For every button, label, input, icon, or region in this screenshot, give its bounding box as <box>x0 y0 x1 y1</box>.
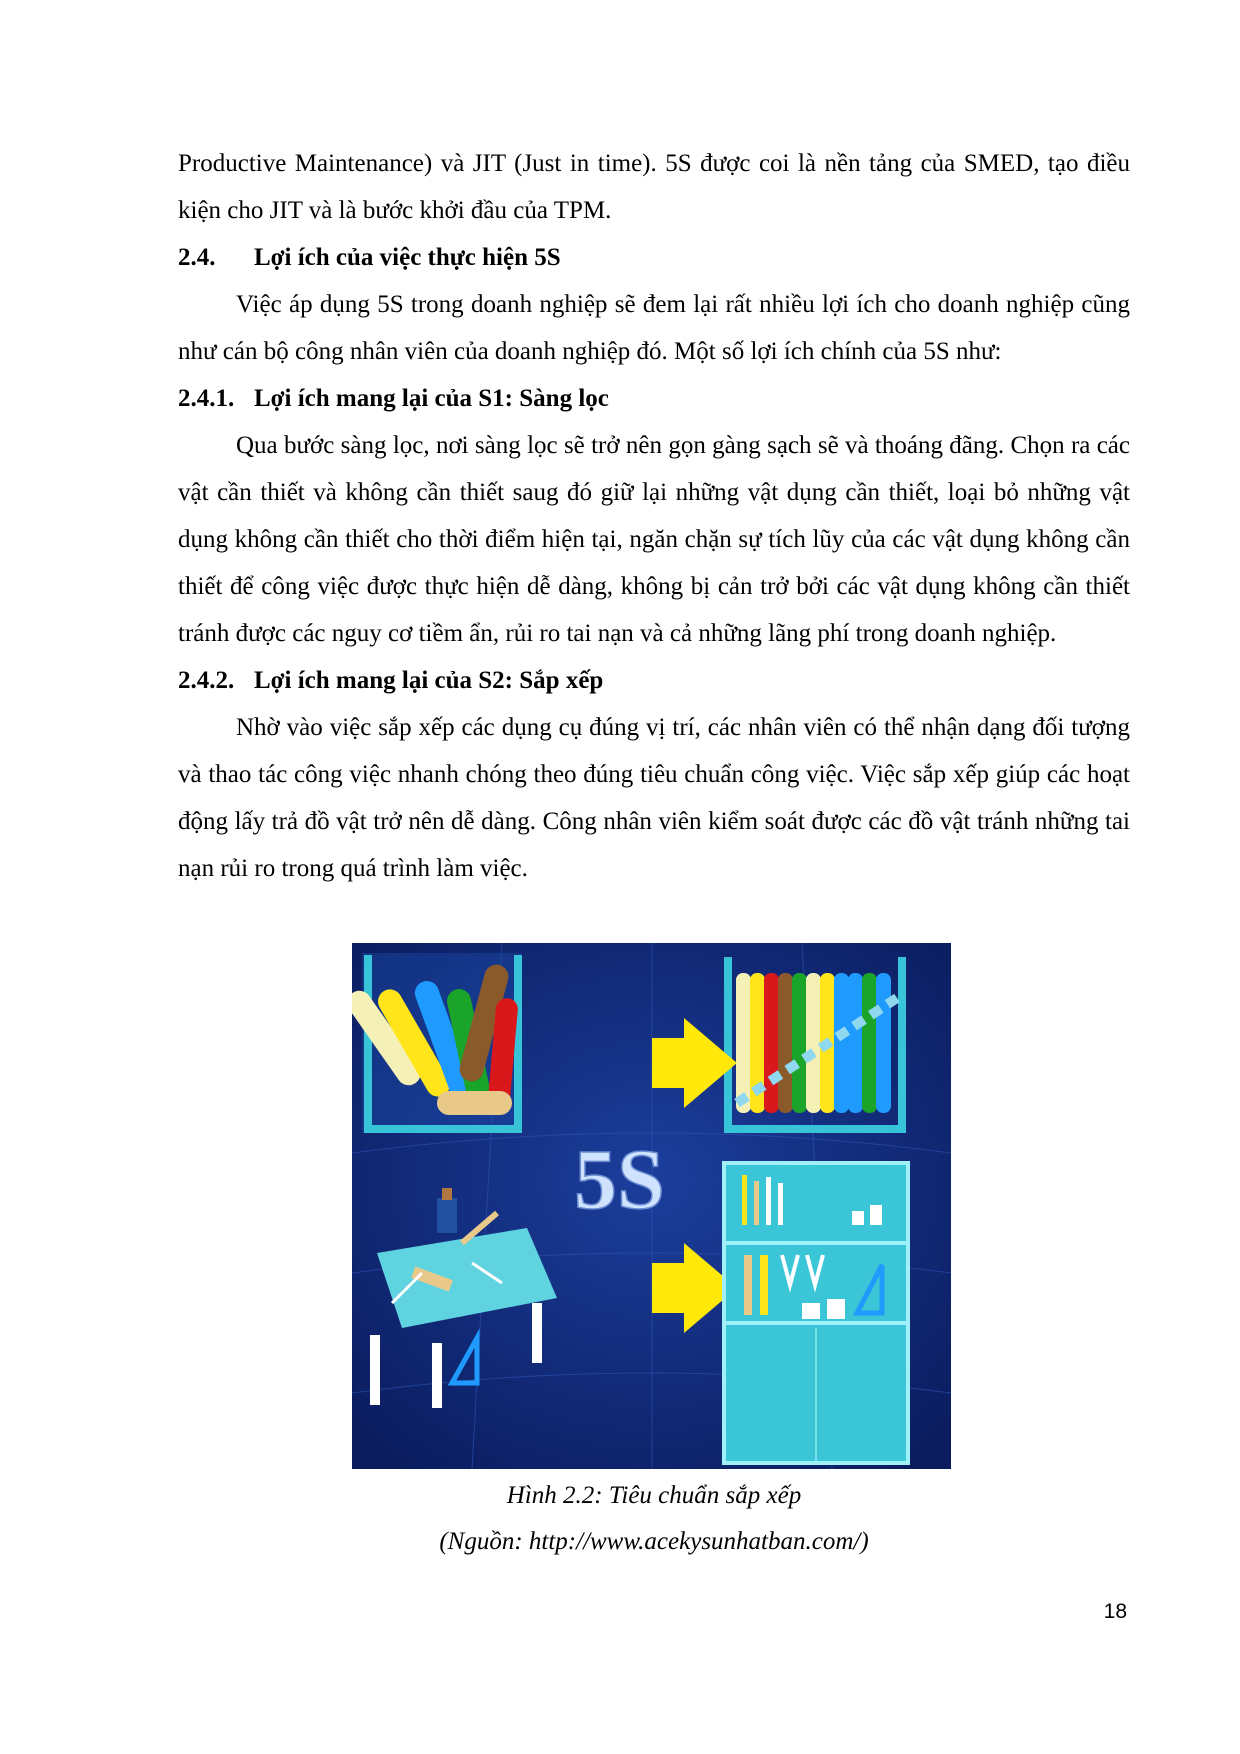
heading-title: Lợi ích mang lại của S2: Sắp xếp <box>254 667 604 694</box>
page-number: 18 <box>1103 1600 1127 1623</box>
paragraph-2-4-1: Qua bước sàng lọc, nơi sàng lọc sẽ trở nên gọn gàng sạch sẽ và thoáng đãng. Chọn ra các vật cần thiết và không cần thiết saug đó giữ lại những vật dụng cần thiết, loại bỏ những vật dụng không cần thiết cho thời điểm hiện tại, ngăn chặn sự tích lũy của các vật dụng không cần thiết để công việc được thực hiện dễ dàng, không bị cản trở bởi các vật dụng không cần thiết tránh được các nguy cơ tiềm ẩn, rủi ro tai nạn và cả những lãng phí trong doanh nghiệp. <box>178 432 1130 647</box>
page-body <box>178 140 1130 892</box>
heading-number: 2.4. <box>178 244 216 271</box>
heading-number: 2.4.2. <box>178 667 235 694</box>
intro-paragraph: Productive Maintenance) và JIT (Just in time). 5S được coi là nền tảng của SMED, tạo điều kiện cho JIT và là bước khởi đầu của TPM. <box>178 150 1130 224</box>
heading-title: Lợi ích của việc thực hiện 5S <box>254 244 561 271</box>
heading-number: 2.4.1. <box>178 385 235 412</box>
messy-box-illustration <box>352 953 522 1133</box>
figure-caption: Hình 2.2: Tiêu chuẩn sắp xếp <box>506 1482 802 1509</box>
sorted-box-illustration <box>724 957 906 1133</box>
heading-2-4-1 <box>178 375 1130 422</box>
heading-2-4 <box>178 234 1130 281</box>
figure-5s-image <box>352 943 951 1469</box>
organized-cabinet-illustration <box>724 1163 908 1463</box>
figure-5s-label: 5S <box>574 1131 665 1227</box>
paragraph-2-4-2: Nhờ vào việc sắp xếp các dụng cụ đúng vị trí, các nhân viên có thể nhận dạng đối tượng và thao tác công việc nhanh chóng theo đúng tiêu chuẩn công việc. Việc sắp xếp giúp các hoạt động lấy trả đồ vật trở nên dễ dàng. Công nhân viên kiểm soát được các đồ vật tránh những tai nạn rủi ro trong quá trình làm việc. <box>178 714 1130 882</box>
paragraph-2-4: Việc áp dụng 5S trong doanh nghiệp sẽ đem lại rất nhiều lợi ích cho doanh nghiệp cũng như cán bộ công nhân viên của doanh nghiệp đó. Một số lợi ích chính của 5S như: <box>178 291 1130 365</box>
heading-title: Lợi ích mang lại của S1: Sàng lọc <box>254 385 609 412</box>
figure-source: (Nguồn: http://www.acekysunhatban.com/) <box>439 1528 869 1555</box>
heading-2-4-2 <box>178 657 1130 704</box>
